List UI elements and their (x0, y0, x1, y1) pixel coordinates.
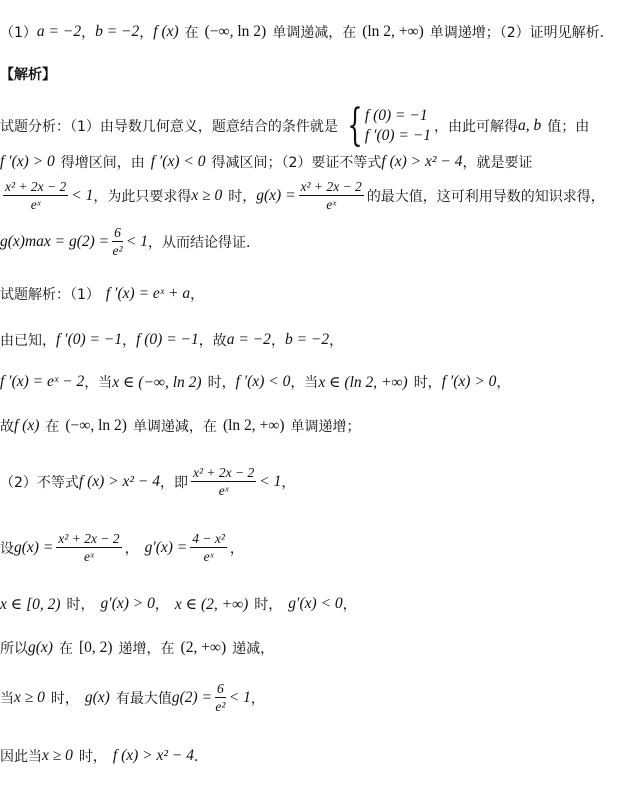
condition-system: { f (0) = −1 f ′(0) = −1 (347, 100, 431, 151)
fraction: $\frac{\text{x² + 2x − 2}}{\text{eˣ}}$ (193, 465, 255, 498)
solution-line-1: 试题解析：（1） f ′(x) = eˣ + a ， (0, 285, 205, 303)
answer-line: （1） a = −2 ， b = −2 ， f (x) 在 (−∞, ln 2) 单调递减，在 (ln 2, +∞) 单调递增；（2）证明见解析． (0, 23, 614, 41)
solution-line-2: 由已知， f ′(0) = −1 ， f (0) = −1 ，故 a = −2 ， b = −2 ， (0, 331, 344, 349)
answer-a-value: a = −2 (36, 23, 82, 40)
answer-b-value: b = −2 (95, 23, 140, 40)
fraction: $\frac{\text{x² + 2x − 2}}{\text{eˣ}}$ (58, 531, 120, 564)
solution-line-9: 当 x ≥ 0 时， g(x) 有最大值 g(2) = $\frac{6}{\text{e²}}$ < 1 ， (0, 681, 265, 714)
solution-line-8: 所以 g(x) 在 [0, 2) 递增，在 (2, +∞) 递减， (0, 639, 275, 657)
solution-line-3: f ′(x) = eˣ − 2 ，当 x ∈ (−∞, ln 2) 时， f ′(x) < 0 ，当 x ∈ (ln 2, +∞) 时， f ′(x) > 0 ， (0, 373, 511, 391)
solution-line-4: 故 f (x) 在 (−∞, ln 2) 单调递减，在 (ln 2, +∞) 单调递增； (0, 417, 361, 435)
fraction: $\frac{\text{4 − x²}}{\text{eˣ}}$ (192, 531, 225, 564)
analysis-line-4: g(x)max = g(2) = $\frac{6}{\text{e²}}$ < 1 ，从而结论得证． (0, 225, 260, 258)
solution-line-6: 设 g(x) = $\frac{\text{x² + 2x − 2}}{\text{eˣ}}$ ， g′(x) = $\frac{\text{4 − x²}}{\text{eˣ}}$ ， (0, 531, 244, 564)
fraction: $\frac{6}{\text{e²}}$ (112, 225, 123, 258)
analysis-heading: 【解析】 (0, 67, 56, 83)
fraction: $\frac{6}{\text{e²}}$ (215, 681, 226, 714)
solution-line-10: 因此当 x ≥ 0 时， f (x) > x² − 4 ． (0, 747, 208, 765)
answer-part1-label: （1） (0, 25, 37, 41)
fraction: $\frac{\text{x² + 2x − 2}}{\text{eˣ}}$ (300, 179, 362, 212)
fraction: $\frac{\text{x² + 2x − 2}}{\text{eˣ}}$ (5, 179, 67, 212)
solution-line-7: x ∈ [0, 2) 时， g′(x) > 0 ， x ∈ (2, +∞) 时， g′(x) < 0 ， (0, 595, 357, 613)
analysis-line-2: f ′(x) > 0 得增区间，由 f ′(x) < 0 得减区间；（2）要证不等式 f (x) > x² − 4 ，就是要证 (0, 153, 533, 171)
analysis-line-1: 试题分析：（1）由导数几何意义，题意结合的条件就是 { f (0) = −1 f ′(0) = −1 ，由此可解得 a, b 值；由 (0, 100, 590, 151)
solution-line-5: （2）不等式 f (x) > x² − 4 ，即 $\frac{\text{x² + 2x − 2}}{\text{eˣ}}$ < 1 ， (0, 465, 296, 498)
analysis-line-3: $\frac{\text{x² + 2x − 2}}{\text{eˣ}}$ < 1 ，为此只要求得 x ≥ 0 时， g(x) = $\frac{\text{x² + 2x − 2}}{\text{eˣ}}$ 的最大值，这可利用导数的知识求得， (5, 179, 605, 212)
